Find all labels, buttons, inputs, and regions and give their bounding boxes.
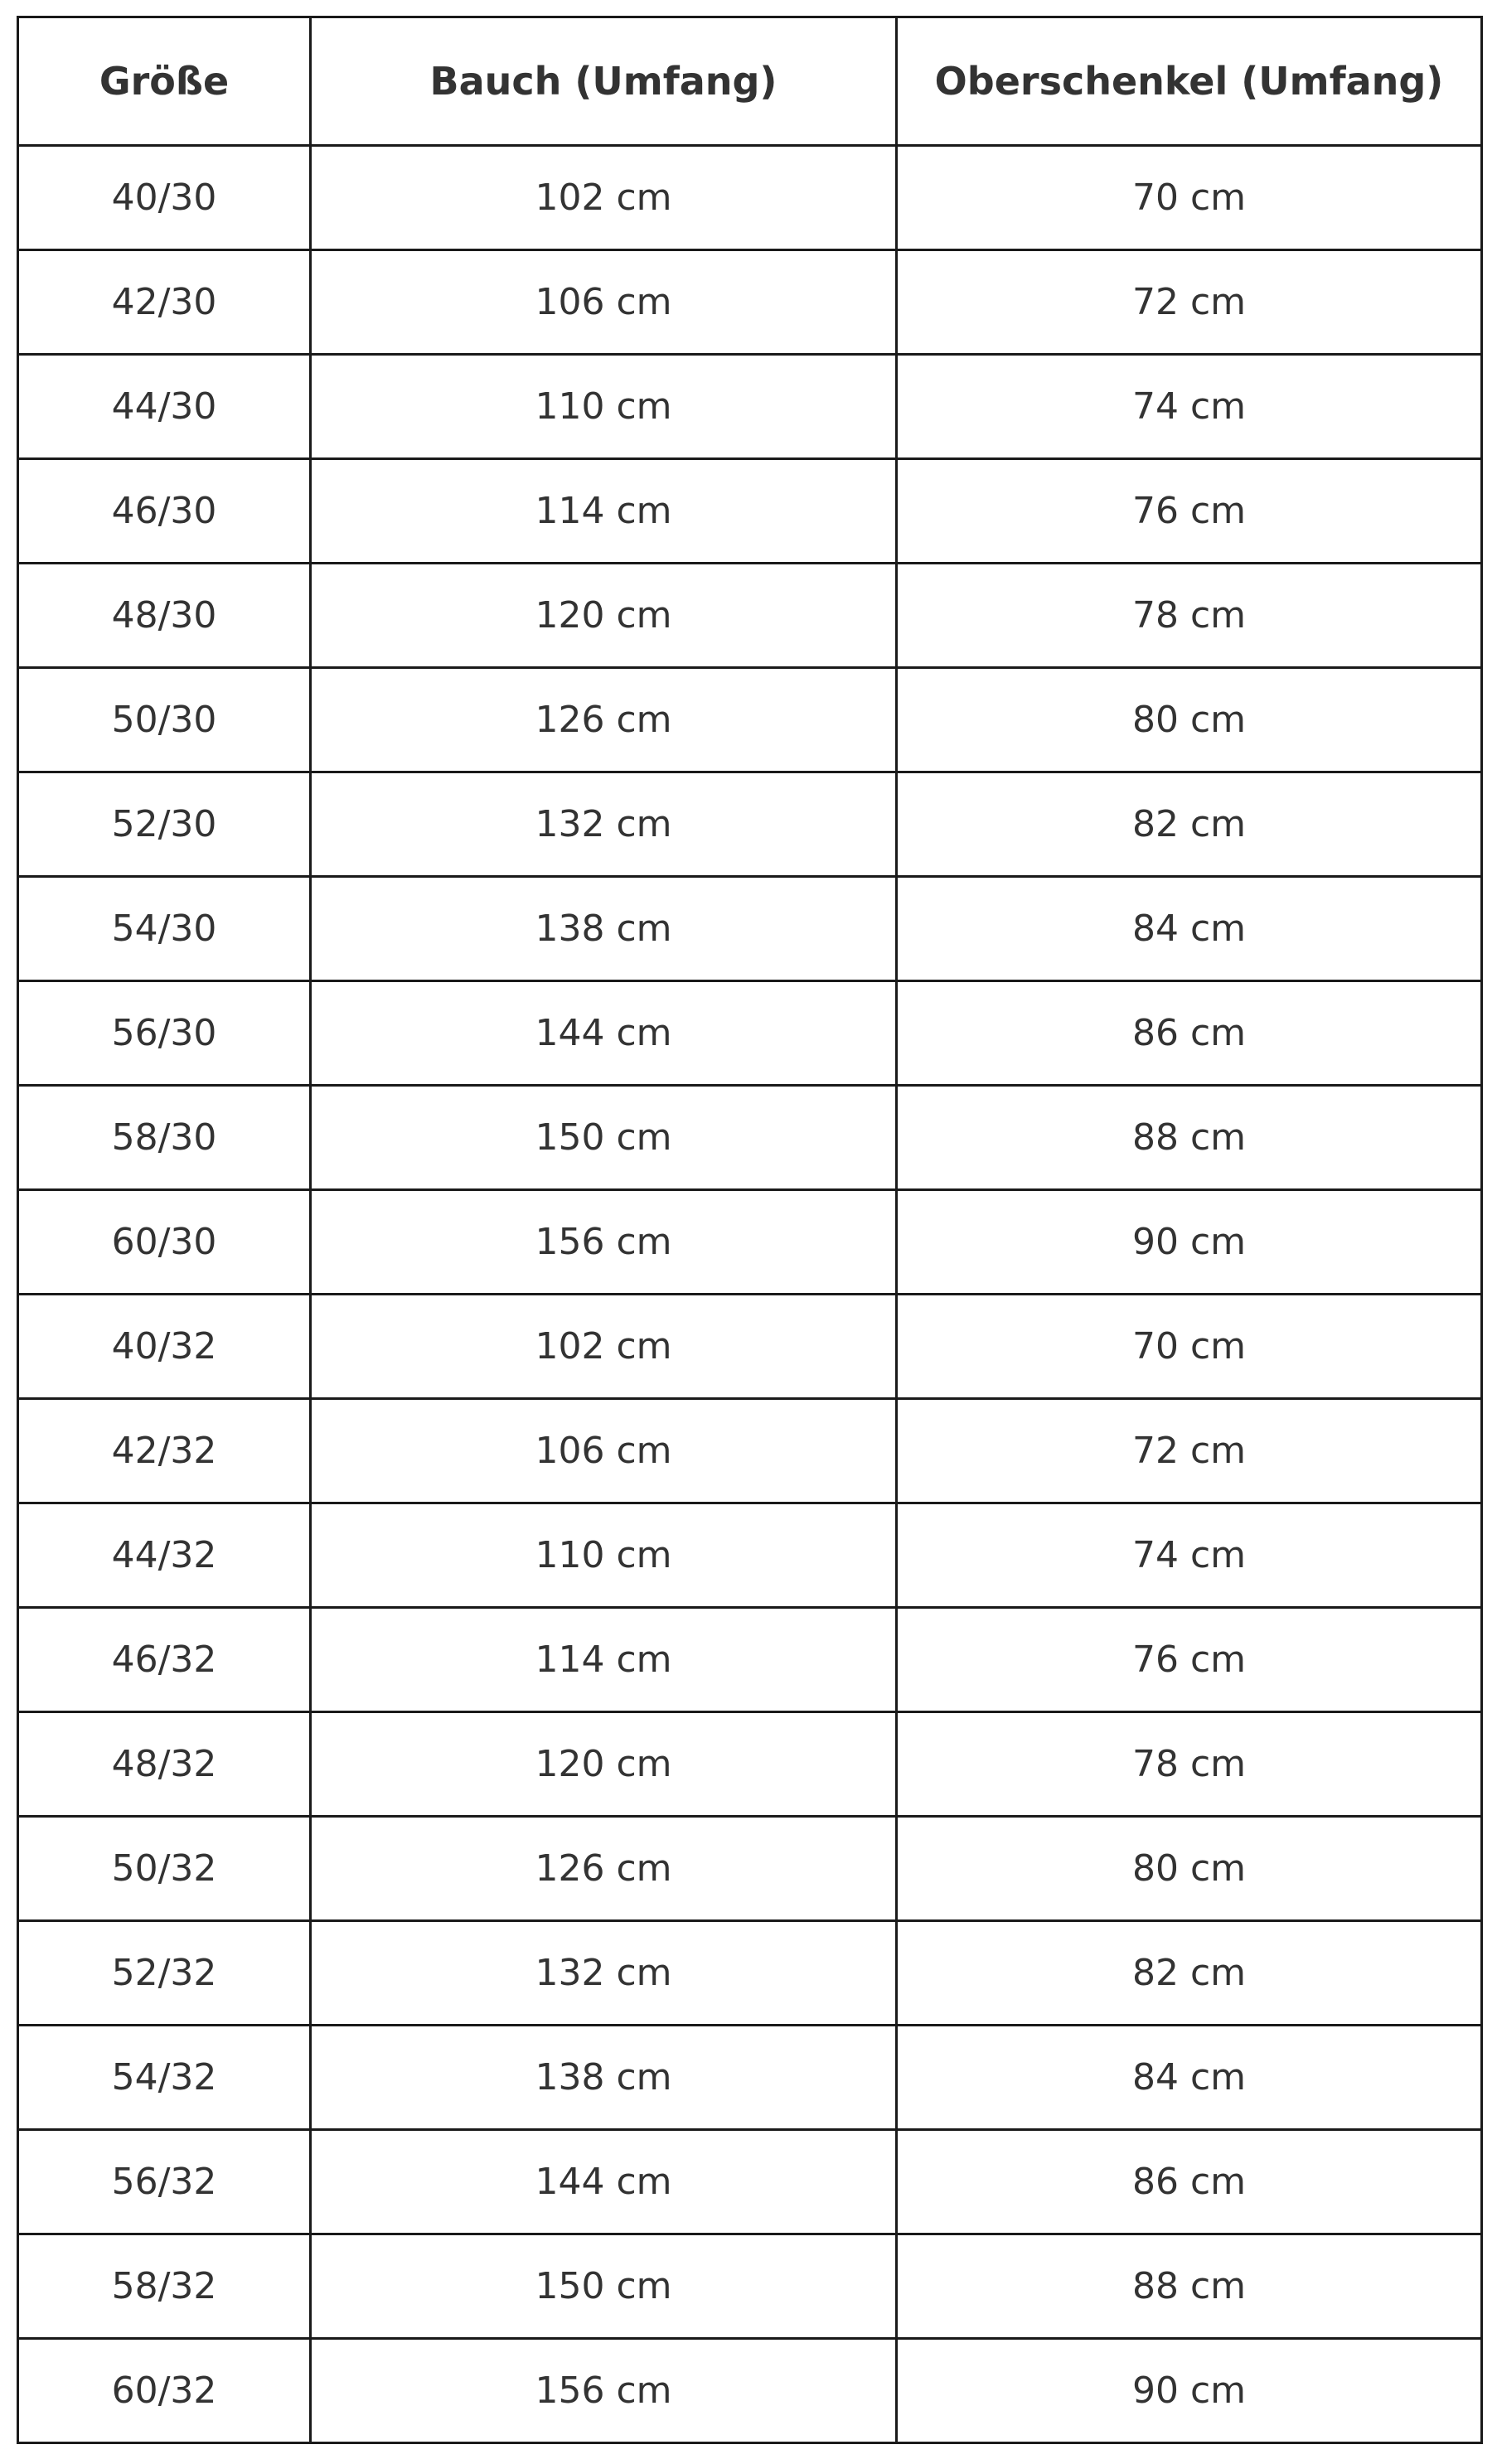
cell-waist: 102 cm — [311, 146, 897, 250]
cell-size: 58/30 — [18, 1086, 311, 1190]
cell-size: 56/30 — [18, 981, 311, 1086]
table-row — [18, 668, 1482, 772]
cell-size: 52/30 — [18, 772, 311, 877]
cell-thigh: 88 cm — [897, 2234, 1482, 2339]
table-row — [18, 981, 1482, 1086]
table-row — [18, 564, 1482, 668]
cell-thigh: 74 cm — [897, 355, 1482, 459]
cell-size: 42/32 — [18, 1399, 311, 1503]
table-row — [18, 2130, 1482, 2234]
cell-thigh: 90 cm — [897, 2339, 1482, 2443]
cell-thigh: 90 cm — [897, 1190, 1482, 1295]
cell-waist: 106 cm — [311, 1399, 897, 1503]
cell-waist: 110 cm — [311, 355, 897, 459]
table-row — [18, 1399, 1482, 1503]
cell-waist: 106 cm — [311, 250, 897, 355]
cell-waist: 126 cm — [311, 668, 897, 772]
cell-waist: 156 cm — [311, 1190, 897, 1295]
cell-size: 48/30 — [18, 564, 311, 668]
cell-size: 54/30 — [18, 877, 311, 981]
cell-thigh: 82 cm — [897, 1921, 1482, 2026]
cell-waist: 132 cm — [311, 772, 897, 877]
table-row — [18, 772, 1482, 877]
cell-waist: 150 cm — [311, 2234, 897, 2339]
cell-thigh: 80 cm — [897, 668, 1482, 772]
cell-size: 48/32 — [18, 1712, 311, 1817]
cell-size: 42/30 — [18, 250, 311, 355]
cell-thigh: 72 cm — [897, 250, 1482, 355]
table-row — [18, 2234, 1482, 2339]
header-thigh-circumference: Oberschenkel (Umfang) — [897, 17, 1482, 146]
cell-thigh: 70 cm — [897, 1295, 1482, 1399]
table-row — [18, 1295, 1482, 1399]
table-row — [18, 459, 1482, 564]
table-row — [18, 1190, 1482, 1295]
cell-thigh: 82 cm — [897, 772, 1482, 877]
cell-size: 60/32 — [18, 2339, 311, 2443]
cell-waist: 110 cm — [311, 1503, 897, 1608]
table-row — [18, 1817, 1482, 1921]
cell-waist: 150 cm — [311, 1086, 897, 1190]
cell-waist: 114 cm — [311, 1608, 897, 1712]
cell-waist: 144 cm — [311, 981, 897, 1086]
cell-size: 50/32 — [18, 1817, 311, 1921]
cell-size: 58/32 — [18, 2234, 311, 2339]
cell-waist: 138 cm — [311, 877, 897, 981]
cell-size: 56/32 — [18, 2130, 311, 2234]
cell-thigh: 80 cm — [897, 1817, 1482, 1921]
table-row — [18, 355, 1482, 459]
cell-size: 40/32 — [18, 1295, 311, 1399]
cell-thigh: 70 cm — [897, 146, 1482, 250]
table-row — [18, 877, 1482, 981]
table-row — [18, 1712, 1482, 1817]
cell-size: 60/30 — [18, 1190, 311, 1295]
cell-thigh: 84 cm — [897, 877, 1482, 981]
cell-waist: 144 cm — [311, 2130, 897, 2234]
cell-thigh: 72 cm — [897, 1399, 1482, 1503]
cell-waist: 126 cm — [311, 1817, 897, 1921]
cell-thigh: 86 cm — [897, 981, 1482, 1086]
cell-waist: 114 cm — [311, 459, 897, 564]
table-row — [18, 1086, 1482, 1190]
cell-thigh: 74 cm — [897, 1503, 1482, 1608]
cell-waist: 102 cm — [311, 1295, 897, 1399]
cell-thigh: 78 cm — [897, 564, 1482, 668]
cell-waist: 132 cm — [311, 1921, 897, 2026]
table-row — [18, 2339, 1482, 2443]
cell-thigh: 78 cm — [897, 1712, 1482, 1817]
table-row — [18, 2026, 1482, 2130]
table-row — [18, 1921, 1482, 2026]
table-row — [18, 1608, 1482, 1712]
cell-size: 54/32 — [18, 2026, 311, 2130]
header-size: Größe — [18, 17, 311, 146]
cell-waist: 138 cm — [311, 2026, 897, 2130]
cell-thigh: 84 cm — [897, 2026, 1482, 2130]
cell-waist: 120 cm — [311, 564, 897, 668]
table-row — [18, 250, 1482, 355]
cell-size: 44/30 — [18, 355, 311, 459]
cell-size: 50/30 — [18, 668, 311, 772]
table-row — [18, 1503, 1482, 1608]
cell-thigh: 86 cm — [897, 2130, 1482, 2234]
size-chart-table — [17, 16, 1483, 2444]
cell-size: 46/30 — [18, 459, 311, 564]
cell-size: 52/32 — [18, 1921, 311, 2026]
cell-thigh: 76 cm — [897, 1608, 1482, 1712]
cell-size: 40/30 — [18, 146, 311, 250]
table-header-row — [18, 17, 1482, 146]
cell-size: 44/32 — [18, 1503, 311, 1608]
cell-waist: 156 cm — [311, 2339, 897, 2443]
header-waist-circumference: Bauch (Umfang) — [311, 17, 897, 146]
cell-thigh: 76 cm — [897, 459, 1482, 564]
cell-waist: 120 cm — [311, 1712, 897, 1817]
cell-thigh: 88 cm — [897, 1086, 1482, 1190]
cell-size: 46/32 — [18, 1608, 311, 1712]
table-row — [18, 146, 1482, 250]
